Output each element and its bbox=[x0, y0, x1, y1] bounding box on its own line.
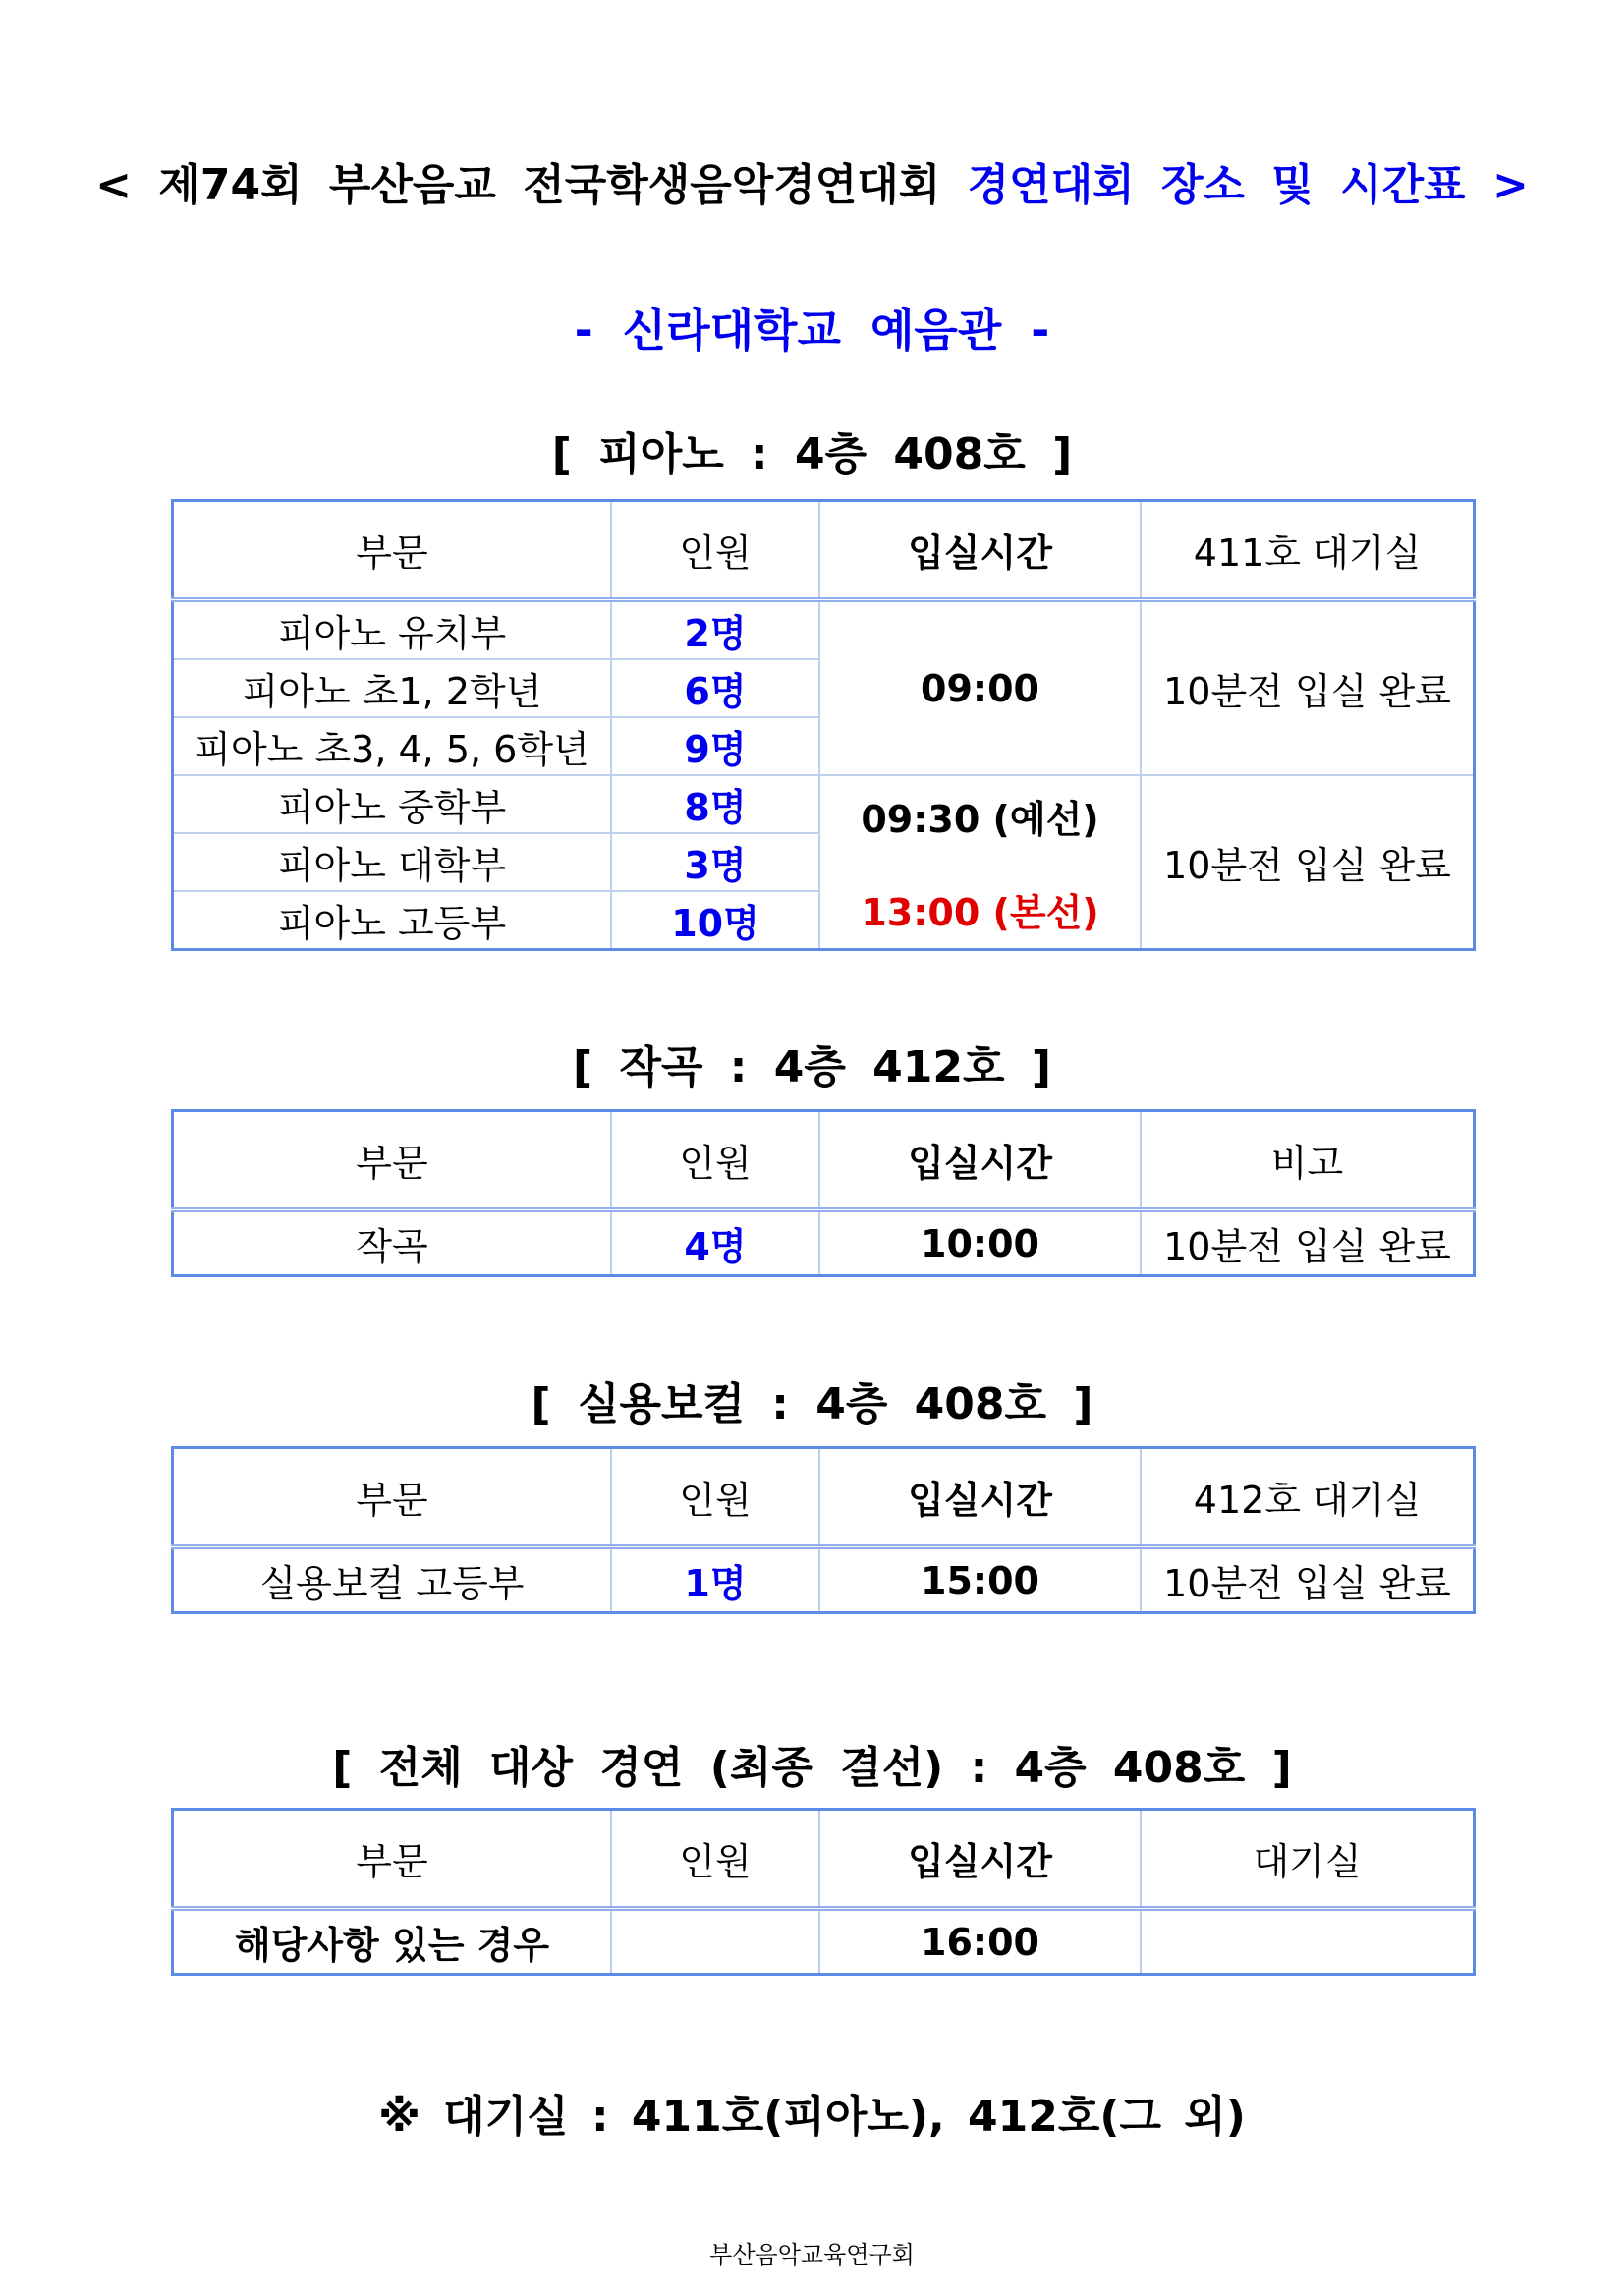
time-cell: 15:00 bbox=[819, 1547, 1141, 1613]
count-cell: 9명 bbox=[611, 717, 819, 775]
table-row bbox=[173, 600, 1475, 660]
division-cell: 피아노 대학부 bbox=[173, 833, 612, 891]
note-cell: 10분전 입실 완료 bbox=[1141, 600, 1475, 776]
time-cell-split bbox=[819, 775, 1141, 950]
count-cell: 4명 bbox=[611, 1210, 819, 1276]
header-count: 인원 bbox=[611, 1810, 819, 1909]
header-time: 입실시간 bbox=[819, 501, 1141, 600]
header-note: 411호 대기실 bbox=[1141, 501, 1475, 600]
header-time: 입실시간 bbox=[819, 1448, 1141, 1547]
composition-heading: [ 작곡 : 4층 412호 ] bbox=[573, 1042, 1051, 1092]
footer-organization: 부산음악교육연구회 bbox=[709, 2241, 915, 2268]
table-row bbox=[173, 775, 1475, 833]
header-count: 인원 bbox=[611, 1448, 819, 1547]
prelim-time: 09:30 (예선) bbox=[861, 797, 1099, 841]
header-count: 인원 bbox=[611, 1111, 819, 1210]
title-suffix: > bbox=[1491, 160, 1529, 210]
header-note: 비고 bbox=[1141, 1111, 1475, 1210]
header-note: 대기실 bbox=[1141, 1810, 1475, 1909]
count-cell: 8명 bbox=[611, 775, 819, 833]
note-cell: 10분전 입실 완료 bbox=[1141, 1210, 1475, 1276]
note-cell: 10분전 입실 완료 bbox=[1141, 1547, 1475, 1613]
header-division: 부문 bbox=[173, 1111, 612, 1210]
count-cell: 1명 bbox=[611, 1547, 819, 1613]
table-row bbox=[173, 1210, 1475, 1276]
header-time: 입실시간 bbox=[819, 1111, 1141, 1210]
division-cell: 피아노 고등부 bbox=[173, 891, 612, 950]
time-cell: 10:00 bbox=[819, 1210, 1141, 1276]
vocal-heading: [ 실용보컬 : 4층 408호 ] bbox=[531, 1379, 1093, 1429]
table-header-row bbox=[173, 1111, 1475, 1210]
table-header-row bbox=[173, 501, 1475, 600]
header-division: 부문 bbox=[173, 1448, 612, 1547]
waiting-room-note: ※ 대기실 : 411호(피아노), 412호(그 외) bbox=[378, 2092, 1246, 2142]
table-header-row bbox=[173, 1448, 1475, 1547]
piano-heading: [ 피아노 : 4층 408호 ] bbox=[551, 429, 1073, 479]
count-cell: 3명 bbox=[611, 833, 819, 891]
final-time: 13:00 (본선) bbox=[861, 890, 1099, 934]
header-division: 부문 bbox=[173, 501, 612, 600]
vocal-schedule-table bbox=[171, 1446, 1476, 1614]
division-cell: 피아노 초3, 4, 5, 6학년 bbox=[173, 717, 612, 775]
table-header-row bbox=[173, 1810, 1475, 1909]
composition-schedule-table bbox=[171, 1109, 1476, 1277]
header-division: 부문 bbox=[173, 1810, 612, 1909]
count-cell: 10명 bbox=[611, 891, 819, 950]
division-cell: 피아노 초1, 2학년 bbox=[173, 659, 612, 717]
division-cell: 작곡 bbox=[173, 1210, 612, 1276]
division-cell: 피아노 유치부 bbox=[173, 600, 612, 660]
final-schedule-table bbox=[171, 1808, 1476, 1976]
division-cell: 해당사항 있는 경우 bbox=[173, 1909, 612, 1975]
piano-schedule-table bbox=[171, 499, 1476, 951]
header-count: 인원 bbox=[611, 501, 819, 600]
count-cell: 6명 bbox=[611, 659, 819, 717]
final-heading: [ 전체 대상 경연 (최종 결선) : 4층 408호 ] bbox=[332, 1743, 1292, 1793]
time-cell: 16:00 bbox=[819, 1909, 1141, 1975]
time-cell: 09:00 bbox=[819, 600, 1141, 776]
venue-subtitle: - 신라대학교 예음관 - bbox=[574, 304, 1050, 357]
division-cell: 피아노 중학부 bbox=[173, 775, 612, 833]
header-note: 412호 대기실 bbox=[1141, 1448, 1475, 1547]
header-time: 입실시간 bbox=[819, 1810, 1141, 1909]
document-title bbox=[0, 149, 1624, 212]
count-cell bbox=[611, 1909, 819, 1975]
count-cell: 2명 bbox=[611, 600, 819, 660]
table-row bbox=[173, 1909, 1475, 1975]
title-highlight: 경연대회 장소 및 시간표 bbox=[967, 160, 1466, 210]
note-cell: 10분전 입실 완료 bbox=[1141, 775, 1475, 950]
title-prefix: < 제74회 부산음교 전국학생음악경연대회 bbox=[95, 160, 941, 210]
table-row bbox=[173, 1547, 1475, 1613]
note-cell bbox=[1141, 1909, 1475, 1975]
division-cell: 실용보컬 고등부 bbox=[173, 1547, 612, 1613]
